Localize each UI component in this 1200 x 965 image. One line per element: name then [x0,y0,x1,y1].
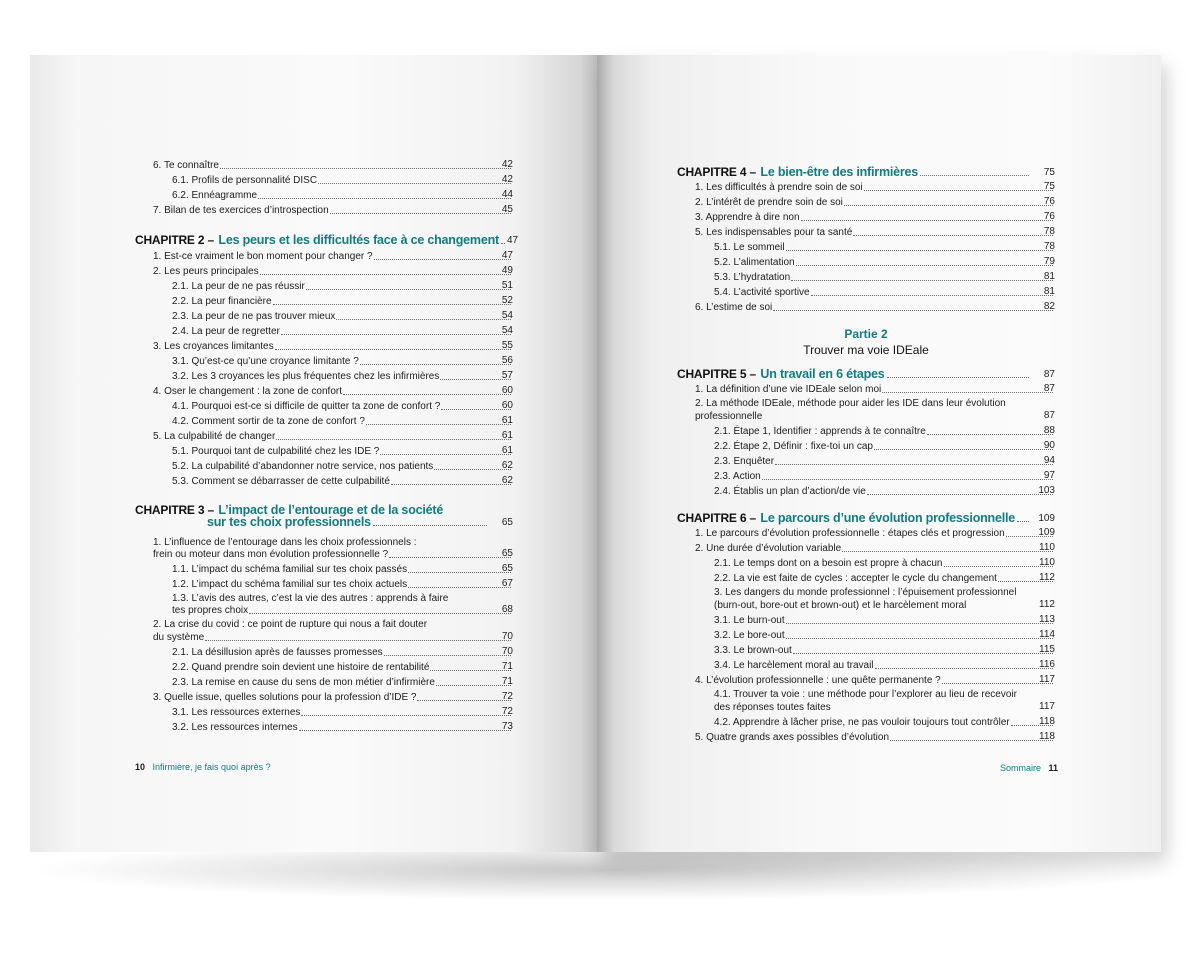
toc-entry-text: 2.1. La désillusion après de fausses promesses [172,647,383,658]
toc-entry-text: 2.1. Étape 1, Identifier : apprends à te connaître [714,426,926,437]
toc-entry-text: 7. Bilan de tes exercices d’introspection [153,205,329,216]
toc-entry[interactable] [714,285,1055,299]
toc-page-number: 60 [501,400,513,411]
dot-leader [796,265,1053,266]
toc-entry[interactable] [714,439,1055,453]
dot-leader [875,668,1053,669]
toc-page-number: 61 [501,415,513,426]
toc-entry[interactable] [172,474,513,488]
toc-entry-text: 1.1. L’impact du schéma familial sur tes choix passés [172,564,408,575]
chapter-heading-2[interactable] [135,229,519,247]
toc-page-number: 73 [501,721,513,732]
toc-entry-text: 2.4. Établis un plan d’action/de vie [714,486,866,497]
toc-page-number: 56 [501,355,513,366]
dot-leader [273,304,511,305]
dot-leader [793,653,1053,654]
toc-entry[interactable] [172,562,513,576]
chapter-title: Le bien-être des infirmières [760,165,919,179]
toc-entry-text: 3.2. Le bore-out [714,630,785,641]
toc-page-number: 47 [507,235,519,246]
toc-page-number: 88 [1043,425,1055,436]
dot-leader [205,640,511,641]
dot-leader [299,730,511,731]
toc-entry-text: 1. Le parcours d’évolution professionnelle : étapes clés et progression [695,528,1005,539]
toc-page-number: 51 [501,280,513,291]
toc-entry[interactable] [153,547,513,561]
toc-entry[interactable] [714,628,1055,642]
toc-entry-text: 4.2. Comment sortir de ta zone de confort ? [172,416,365,427]
toc-entry-text: 4. Oser le changement : la zone de confort [153,386,342,397]
toc-entry-text: professionnelle [695,411,763,422]
dot-leader [786,250,1053,251]
toc-page-number: 112 [1039,572,1055,583]
toc-page-number: 70 [501,646,513,657]
toc-entry[interactable] [695,673,1055,687]
dot-leader [874,449,1053,450]
toc-entry-text: 6. Te connaître [153,160,219,171]
dot-leader [801,220,1053,221]
chapter-label: CHAPITRE 5 – [677,367,756,381]
dot-leader [773,310,1053,311]
toc-entry-text: 5.1. Pourquoi tant de culpabilité chez les IDE ? [172,446,380,457]
toc-entry-text: 5.2. L’alimentation [714,257,795,268]
toc-entry-text: 5.3. Comment se débarrasser de cette culpabilité [172,476,390,487]
toc-page-number: 110 [1039,557,1055,568]
toc-page-number: 61 [501,445,513,456]
toc-page-number: 79 [1043,256,1055,267]
toc-page-number: 117 [1039,674,1055,685]
toc-entry[interactable] [714,658,1055,672]
toc-page-number: 49 [501,265,513,276]
toc-entry-text: 6. L’estime de soi [695,302,773,313]
chapter-heading-6[interactable] [677,507,1055,525]
toc-page-number: 118 [1039,731,1055,742]
toc-entry[interactable] [714,556,1055,570]
page-number: 11 [1048,763,1059,773]
toc-entry[interactable] [153,249,513,263]
toc-page-number: 71 [501,676,513,687]
toc-page-number: 65 [501,548,513,559]
dot-leader [260,274,511,275]
toc-page-number: 44 [501,189,513,200]
toc-page-number: 57 [501,370,513,381]
chapter-title: sur tes choix professionnels [207,515,371,529]
toc-entry[interactable] [714,255,1055,269]
toc-entry-text: 2.2. La peur financière [172,296,272,307]
toc-entry-text: 1.2. L’impact du schéma familial sur tes choix actuels [172,579,408,590]
toc-page-number: 70 [501,631,513,642]
toc-page-number: 82 [1043,301,1055,312]
toc-entry[interactable] [172,645,513,659]
toc-entry[interactable] [714,715,1055,729]
toc-page-number: 87 [1043,410,1055,421]
toc-entry-text: 3. Les dangers du monde professionnel : l’épuisement professionnel [714,587,1017,598]
toc-page-number: 47 [501,250,513,261]
toc-page-number: 87 [1043,369,1055,380]
toc-entry-text: 1. La définition d’une vie IDEale selon moi [695,384,882,395]
toc-entry[interactable] [172,309,513,323]
toc-page-number: 52 [501,295,513,306]
toc-page-number: 97 [1043,470,1055,481]
toc-entry-text: 4.1. Trouver ta voie : une méthode pour l’explorer au lieu de recevoir [714,689,1017,700]
toc-entry[interactable] [172,188,513,202]
dot-leader [220,168,511,169]
toc-page-number: 116 [1039,659,1055,670]
toc-entry-text: 3.3. Le brown-out [714,645,792,656]
dot-leader [920,175,1029,176]
toc-entry[interactable] [714,700,1055,714]
toc-page-number: 54 [501,325,513,336]
toc-page-number: 81 [1043,286,1055,297]
toc-entry-text: 3.4. Le harcèlement moral au travail [714,660,874,671]
toc-page-number: 112 [1039,599,1055,610]
toc-entry-text: 2.3. La remise en cause du sens de mon métier d’infirmière [172,677,435,688]
toc-entry[interactable] [172,603,513,617]
dot-leader [276,439,511,440]
toc-page-number: 72 [501,706,513,717]
toc-page-number: 65 [501,517,513,528]
toc-entry-text: 2.3. La peur de ne pas trouver mieux [172,311,336,322]
toc-entry[interactable] [153,339,513,353]
toc-entry[interactable] [695,210,1055,224]
toc-page-number: 90 [1043,440,1055,451]
toc-entry-text: 6.2. Ennéagramme [172,190,258,201]
toc-entry[interactable] [172,173,513,187]
toc-page-number: 81 [1043,271,1055,282]
toc-entry-text: 5.1. Le sommeil [714,242,785,253]
toc-entry[interactable] [695,526,1055,540]
page-folio [135,762,271,772]
toc-entry-text: des réponses toutes faites [714,702,831,713]
dot-leader [844,205,1053,206]
toc-entry[interactable] [153,264,513,278]
toc-page-number: 42 [501,159,513,170]
toc-entry[interactable] [714,270,1055,284]
dot-leader [811,295,1053,296]
toc-entry[interactable] [714,469,1055,483]
toc-page-number: 94 [1043,455,1055,466]
toc-page-number: 75 [1043,181,1055,192]
chapter-heading-5[interactable] [677,363,1055,381]
toc-entry[interactable] [714,424,1055,438]
dot-leader [786,638,1053,639]
toc-entry[interactable] [153,429,513,443]
dot-leader [791,280,1053,281]
toc-entry-text: 2.2. La vie est faite de cycles : accepter le cycle du changement [714,573,997,584]
dot-leader [762,479,1053,480]
toc-entry-text: 3.1. Les ressources externes [172,707,301,718]
left-page [30,55,597,852]
toc-page-number: 61 [501,430,513,441]
dot-leader [501,243,505,244]
toc-entry-text: 2.3. Action [714,471,761,482]
toc-entry-text: 2. La méthode IDEale, méthode pour aider les IDE dans leur évolution [695,398,1006,409]
toc-entry-text: 3.2. Les 3 croyances les plus fréquentes chez les infirmières [172,371,440,382]
toc-entry-text: 5.2. La culpabilité d’abandonner notre service, nos patients [172,461,434,472]
toc-page-number: 72 [501,691,513,702]
toc-page-number: 55 [501,340,513,351]
dot-leader [775,464,1053,465]
toc-entry-text: 4.1. Pourquoi est-ce si difficile de quitter ta zone de confort ? [172,401,441,412]
toc-entry[interactable] [695,225,1055,239]
toc-entry[interactable] [172,577,513,591]
toc-entry[interactable] [153,203,513,217]
toc-entry-text: tes propres choix [172,605,249,616]
toc-page-number: 117 [1039,701,1055,712]
dot-leader [786,623,1053,624]
page-folio [1000,763,1058,773]
toc-entry[interactable] [714,454,1055,468]
toc-entry-text: 1.3. L’avis des autres, c’est la vie des autres : apprends à faire [172,593,449,604]
page-number: 10 [135,762,146,772]
toc-entry-text: 2.2. Quand prendre soin devient une histoire de rentabilité [172,662,430,673]
toc-page-number: 78 [1043,226,1055,237]
toc-entry[interactable] [695,195,1055,209]
toc-entry-text: 2. L’intérêt de prendre soin de soi [695,197,843,208]
toc-page-number: 60 [501,385,513,396]
toc-entry-text: 5. Quatre grands axes possibles d’évolution [695,732,890,743]
toc-page-number: 54 [501,310,513,321]
toc-entry[interactable] [695,409,1055,423]
toc-entry-text: 3.2. Les ressources internes [172,722,298,733]
dot-leader [882,392,1053,393]
toc-page-number: 113 [1039,614,1055,625]
chapter-label: CHAPITRE 3 – [135,503,214,517]
dot-leader [330,213,511,214]
toc-entry-text: 2.1. Le temps dont on a besoin est propre à chacun [714,558,943,569]
toc-entry[interactable] [695,730,1055,744]
toc-entry[interactable] [714,613,1055,627]
toc-entry-text: 3.1. Le burn-out [714,615,785,626]
chapter-label: CHAPITRE 4 – [677,165,756,179]
toc-entry[interactable] [695,180,1055,194]
toc-entry[interactable] [172,324,513,338]
toc-entry[interactable] [153,158,513,172]
toc-page-number: 78 [1043,241,1055,252]
toc-entry[interactable] [172,294,513,308]
toc-page-number: 114 [1039,629,1055,640]
toc-entry-text: 2. Une durée d’évolution variable [695,543,842,554]
dot-leader [360,364,511,365]
dot-leader [887,377,1029,378]
toc-entry[interactable] [172,675,513,689]
chapter-heading-4[interactable] [677,161,1055,179]
toc-entry[interactable] [153,690,513,704]
toc-entry[interactable] [695,382,1055,396]
toc-entry[interactable] [153,630,513,644]
toc-entry-text: 5. Les indispensables pour ta santé [695,227,853,238]
dot-leader [318,183,511,184]
toc-entry-text: 3. Quelle issue, quelles solutions pour la profession d’IDE ? [153,692,417,703]
toc-entry-text: 1. Est-ce vraiment le bon moment pour changer ? [153,251,373,262]
toc-page-number: 87 [1043,383,1055,394]
running-title: Sommaire [1000,763,1042,773]
dot-leader [343,394,511,395]
right-page [597,55,1161,852]
toc-page-number: 71 [501,661,513,672]
toc-page-number: 45 [501,204,513,215]
chapter-title: Un travail en 6 étapes [760,367,885,381]
toc-page-number: 75 [1043,167,1055,178]
toc-entry-text: 6.1. Profils de personnalité DISC [172,175,318,186]
dot-leader [842,551,1053,552]
toc-entry[interactable] [172,414,513,428]
toc-entry-text: (burn-out, bore-out et brown-out) et le harcèlement moral [714,600,967,611]
chapter-title: L’impact de l’entourage et de la société [218,503,444,517]
toc-entry-text: 2.4. La peur de regretter [172,326,280,337]
toc-page-number: 76 [1043,211,1055,222]
toc-entry-text: 4.2. Apprendre à lâcher prise, ne pas vouloir toujours tout contrôler [714,717,1010,728]
chapter-title: Le parcours d’une évolution professionnelle [760,511,1016,525]
toc-entry-text: du système [153,632,205,643]
toc-entry[interactable] [172,444,513,458]
dot-leader [853,235,1053,236]
dot-leader [366,424,511,425]
dot-leader [275,349,511,350]
toc-entry-text: 1. L’influence de l’entourage dans les choix professionnels : [153,537,417,548]
dot-leader [301,715,511,716]
toc-entry-text: 2. La crise du covid : ce point de rupture qui nous a fait douter [153,619,428,630]
dot-leader [258,198,511,199]
toc-page-number: 115 [1039,644,1055,655]
dot-leader [306,289,511,290]
toc-entry-text: 2.1. La peur de ne pas réussir [172,281,305,292]
toc-page-number: 68 [501,604,513,615]
toc-entry-text: 5.3. L’hydratation [714,272,791,283]
toc-page-number: 110 [1039,542,1055,553]
toc-entry[interactable] [695,300,1055,314]
toc-entry[interactable] [714,598,1055,612]
toc-entry[interactable] [714,240,1055,254]
toc-page-number: 76 [1043,196,1055,207]
toc-entry[interactable] [695,541,1055,555]
toc-entry-text: 3.1. Qu’est-ce qu’une croyance limitante ? [172,356,359,367]
part-title: Trouver ma voie IDEale [803,343,929,357]
toc-page-number: 109 [1038,527,1055,538]
chapter-heading-3-line2[interactable] [207,515,513,529]
toc-page-number: 118 [1039,716,1055,727]
toc-entry[interactable] [172,354,513,368]
toc-page-number: 42 [501,174,513,185]
toc-entry[interactable] [172,660,513,674]
toc-entry-text: 4. L’évolution professionnelle : une quête permanente ? [695,675,941,686]
toc-entry-text: 2.3. Enquêter [714,456,775,467]
chapter-label: CHAPITRE 6 – [677,511,756,525]
toc-entry[interactable] [172,459,513,473]
toc-entry-text: 5.4. L’activité sportive [714,287,810,298]
toc-page-number: 65 [501,563,513,574]
toc-entry[interactable] [714,643,1055,657]
toc-entry-text: 3. Apprendre à dire non [695,212,800,223]
toc-entry-text: 3. Les croyances limitantes [153,341,274,352]
dot-leader [890,740,1053,741]
toc-page-number: 62 [501,475,513,486]
toc-entry[interactable] [714,484,1055,498]
toc-entry-text: 1. Les difficultés à prendre soin de soi [695,182,863,193]
toc-entry-text: 2.2. Étape 2, Définir : fixe-toi un cap [714,441,873,452]
running-title: Infirmière, je fais quoi après ? [152,762,271,772]
dot-leader [249,613,511,614]
toc-page-number: 103 [1038,485,1055,496]
dot-leader [373,525,487,526]
part-label: Partie 2 [844,327,888,341]
dot-leader [867,494,1053,495]
chapter-label: CHAPITRE 2 – [135,233,214,247]
toc-page-number: 62 [501,460,513,471]
toc-entry-text: 2. Les peurs principales [153,266,259,277]
toc-entry-text: frein ou moteur dans mon évolution professionnelle ? [153,549,389,560]
dot-leader [336,319,511,320]
toc-page-number: 67 [501,578,513,589]
dot-leader [281,334,511,335]
chapter-title: Les peurs et les difficultés face à ce changement [218,233,499,247]
toc-entry[interactable] [714,571,1055,585]
toc-entry[interactable] [172,705,513,719]
toc-entry[interactable] [172,369,513,383]
toc-entry-text: 5. La culpabilité de changer [153,431,276,442]
toc-page-number: 109 [1038,513,1055,524]
toc-entry[interactable] [172,399,513,413]
toc-entry[interactable] [172,279,513,293]
dot-leader [1017,521,1029,522]
toc-entry[interactable] [172,720,513,734]
dot-leader [864,190,1053,191]
toc-entry[interactable] [153,384,513,398]
